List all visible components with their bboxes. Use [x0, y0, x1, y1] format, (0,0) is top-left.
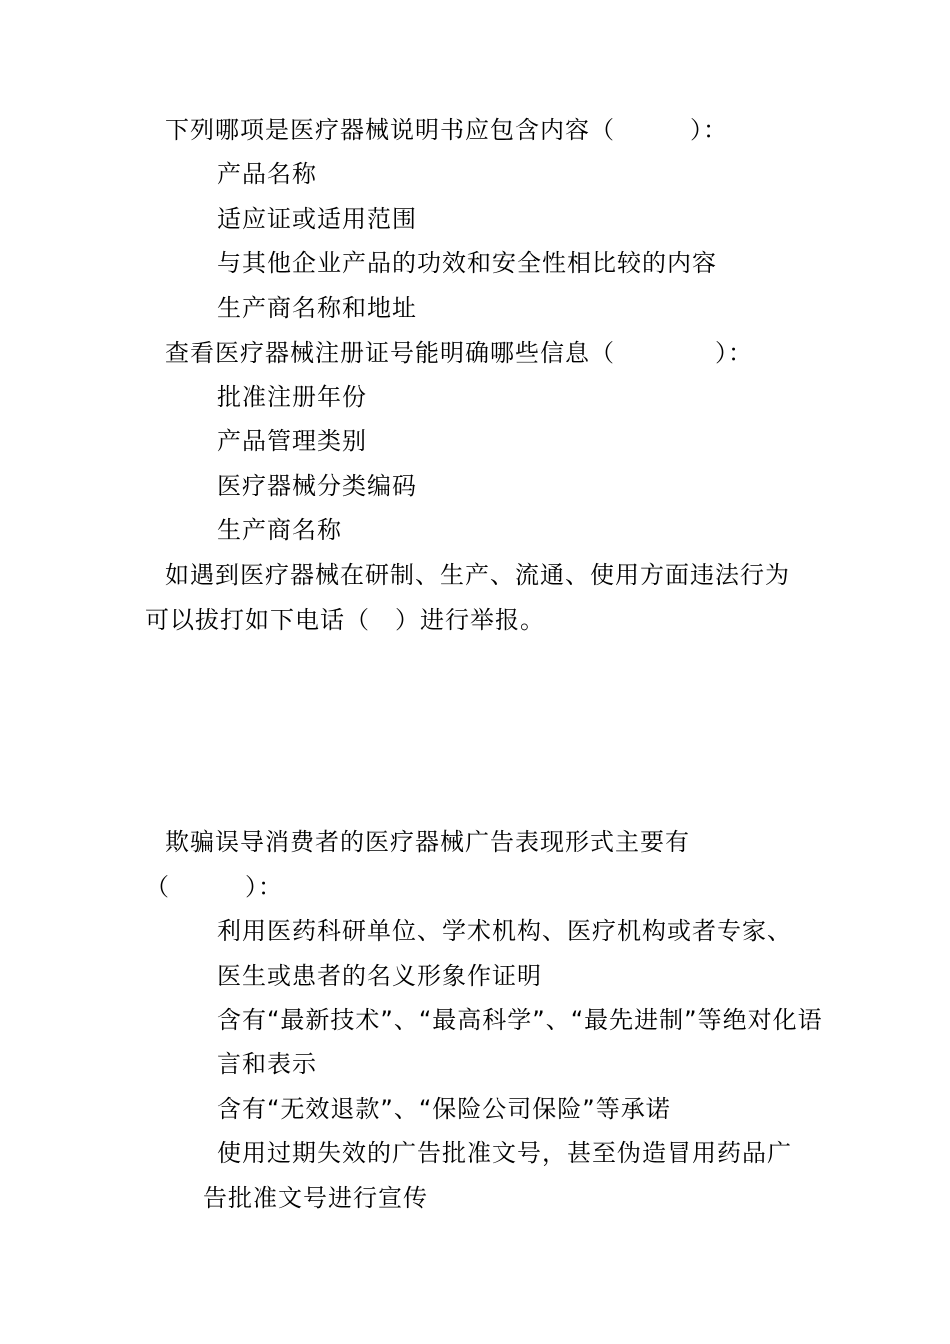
question-4-option-4-line-2: 告批准文号进行宣传	[203, 1184, 428, 1212]
question-1-option-3: 与其他企业产品的功效和安全性相比较的内容	[217, 249, 717, 277]
question-1-option-2: 适应证或适用范围	[217, 205, 417, 233]
question-2-option-1: 批准注册年份	[217, 383, 367, 411]
question-2-option-2: 产品管理类别	[217, 427, 367, 455]
question-4-option-2-line-1: 含有“最新技术”、“最高科学”、“最先进制”等绝对化语	[217, 1006, 823, 1034]
question-1-option-1: 产品名称	[217, 160, 317, 188]
question-4-option-1-line-2: 医生或患者的名义形象作证明	[217, 962, 542, 990]
question-4-line-1: 欺骗误导消费者的医疗器械广告表现形式主要有	[165, 828, 690, 856]
question-1: 下列哪项是医疗器械说明书应包含内容（ ）：	[165, 116, 728, 144]
question-2-option-4: 生产商名称	[217, 516, 342, 544]
question-2: 查看医疗器械注册证号能明确哪些信息（ ）：	[165, 339, 753, 367]
question-4-option-4-line-1: 使用过期失效的广告批准文号，甚至伪造冒用药品广	[217, 1139, 792, 1167]
question-4-option-3: 含有“无效退款”、“保险公司保险”等承诺	[217, 1095, 671, 1123]
question-2-option-3: 医疗器械分类编码	[217, 472, 417, 500]
question-1-option-4: 生产商名称和地址	[217, 294, 417, 322]
question-4-option-1-line-1: 利用医药科研单位、学术机构、医疗机构或者专家、	[217, 917, 792, 945]
question-4-line-2: （ ）：	[145, 873, 283, 901]
question-4-option-2-line-2: 言和表示	[217, 1050, 317, 1078]
question-3-line-2: 可以拔打如下电话（ ）进行举报。	[145, 606, 545, 634]
question-3-line-1: 如遇到医疗器械在研制、生产、流通、使用方面违法行为	[165, 561, 790, 589]
